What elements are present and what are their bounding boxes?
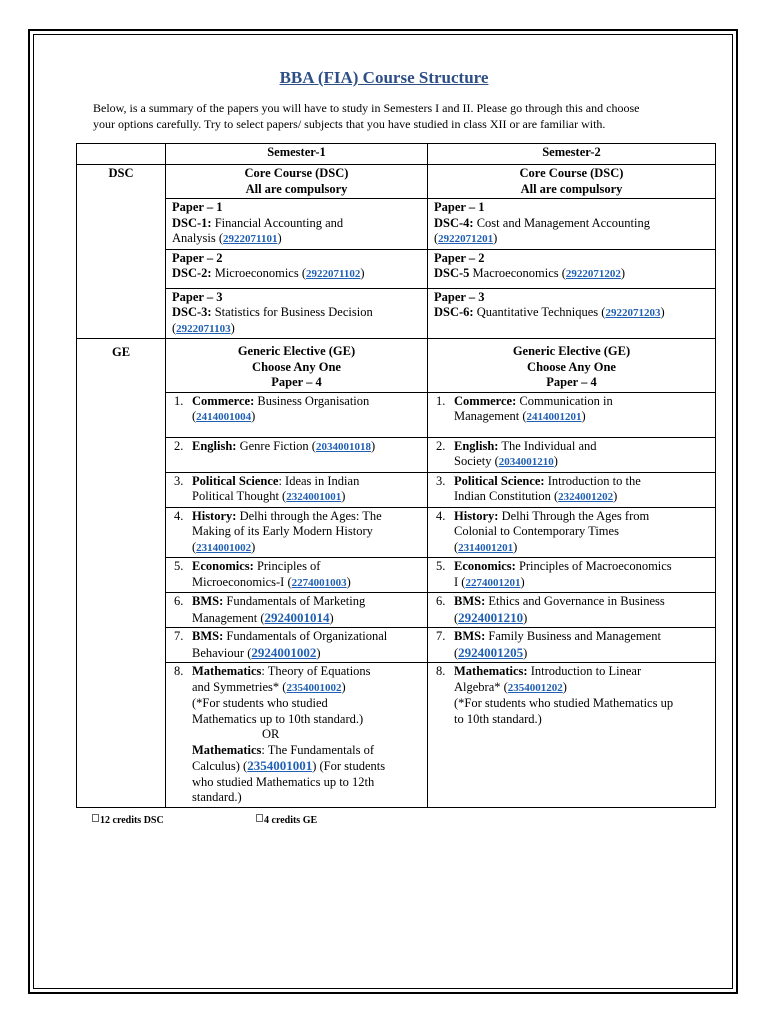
item-number: 7. <box>174 629 184 643</box>
paper-title: Business Organisation <box>257 393 370 408</box>
dsc-label: DSC <box>77 165 166 339</box>
subject-name: BMS: <box>454 629 486 643</box>
ge-2-s2 <box>428 437 716 472</box>
dsc-header-row <box>77 165 716 199</box>
item-number: 1. <box>436 393 446 408</box>
dsc-head-s2-line2: All are compulsory <box>520 181 623 196</box>
paren-close: ) <box>341 679 346 694</box>
table-header-row <box>77 144 716 165</box>
paper-detail <box>172 266 421 283</box>
paren-close: ) <box>341 489 346 503</box>
paper-title: Fundamentals of Marketing <box>226 594 366 608</box>
item-text <box>192 629 421 661</box>
paren-close: ) <box>513 539 518 554</box>
subject-name: Political Science <box>192 473 279 488</box>
subject-name: English: <box>192 438 237 453</box>
paper-title-cont: Management ( <box>454 409 527 423</box>
paren-open: ( <box>454 539 459 554</box>
item-number: 2. <box>174 438 184 453</box>
dsc-paper-3-s2 <box>428 288 716 339</box>
paper-name: Macroeconomics ( <box>472 266 566 280</box>
paren-close: ) <box>277 231 282 245</box>
eligibility-note-alt-end: standard.) <box>192 790 242 804</box>
paper-number-link[interactable]: 2324001202 <box>558 491 614 503</box>
paper-title-cont: and Symmetries* ( <box>192 679 287 694</box>
paper-code: DSC-6: <box>434 305 474 319</box>
list-item <box>172 394 421 426</box>
ge-7-s1 <box>166 628 428 663</box>
paper-name: Quantitative Techniques ( <box>476 305 606 319</box>
paper-detail-2 <box>172 321 421 338</box>
item-number: 6. <box>436 594 446 608</box>
ge-credits-text: 4 credits GE <box>264 815 318 826</box>
paper-number-link[interactable]: 2324001001 <box>286 491 342 503</box>
paren-close: ) <box>251 539 256 554</box>
item-number: 7. <box>436 629 446 643</box>
subject-name: Economics: <box>454 559 516 573</box>
list-item <box>434 664 709 727</box>
paper-title-alt: : The Fundamentals of <box>261 742 375 757</box>
paper-title-alt-cont: Calculus) ( <box>192 759 248 773</box>
paper-title-cont: Behaviour ( <box>192 645 252 660</box>
item-text <box>454 474 709 506</box>
paper-title: Genre Fiction ( <box>239 438 316 453</box>
paper-detail-2 <box>434 231 709 248</box>
ge-5-s1 <box>166 558 428 593</box>
ge-8-s2 <box>428 663 716 808</box>
paren-close: ) <box>251 409 256 423</box>
paper-number-link[interactable]: 2414001201 <box>526 411 582 423</box>
table-row <box>77 392 716 437</box>
paper-detail <box>172 305 421 321</box>
paper-number-link[interactable]: 2274001201 <box>465 576 521 589</box>
ge-6-s1 <box>166 593 428 628</box>
page-title: BBA (FIA) Course Structure <box>279 68 489 87</box>
item-text <box>192 509 421 557</box>
ge-4-s1 <box>166 507 428 558</box>
eligibility-note: (*For students who studied <box>192 696 328 710</box>
ge-3-s1 <box>166 472 428 507</box>
list-item <box>434 559 709 591</box>
subject-name: Mathematics: <box>454 664 528 678</box>
paper-number-link[interactable]: 2922071103 <box>176 322 231 335</box>
paper-number-link[interactable]: 2924001205 <box>458 644 524 660</box>
paper-label: Paper – 3 <box>434 289 485 304</box>
item-text <box>192 474 421 506</box>
paper-title: : Theory of Equations <box>261 664 371 678</box>
ge-2-s1 <box>166 437 428 472</box>
item-number: 1. <box>174 393 184 408</box>
paper-number-link-alt[interactable]: 2354001001 <box>247 758 313 773</box>
list-item <box>172 629 421 661</box>
paper-title-cont: ( <box>454 610 459 625</box>
ge-5-s2 <box>428 558 716 593</box>
paper-detail <box>434 305 709 322</box>
paper-title: Communication in <box>519 393 613 408</box>
paper-detail-2 <box>172 231 421 248</box>
paper-name-cont: Analysis ( <box>172 231 224 245</box>
paren-close: ) <box>520 574 525 589</box>
dsc-head-s1 <box>166 165 428 199</box>
checkbox-icon <box>92 814 99 822</box>
table-row <box>77 663 716 808</box>
ge-head-s1-line2: Choose Any One <box>252 359 341 374</box>
paper-title: Principles of <box>256 559 321 573</box>
paper-detail <box>434 266 709 283</box>
ge-1-s2 <box>428 392 716 437</box>
paper-title-cont: ( <box>192 409 197 423</box>
paper-title: Principles of Macroeconomics <box>518 559 672 573</box>
dsc-paper-2-s1 <box>166 249 428 288</box>
checkbox-icon <box>256 814 263 822</box>
eligibility-note-alt-cont: who studied Mathematics up to 12th <box>192 774 375 789</box>
eligibility-note-cont: Mathematics up to 10th standard.) <box>192 711 364 726</box>
item-number: 5. <box>174 559 184 573</box>
paper-title: Delhi through the Ages: The <box>239 508 382 523</box>
paper-title-cont: Algebra* ( <box>454 679 508 694</box>
paper-title-cont: Indian Constitution ( <box>454 489 559 503</box>
item-text <box>192 439 421 456</box>
dsc-head-s1-line1: Core Course (DSC) <box>244 166 349 180</box>
paper-number-link[interactable]: 2922071203 <box>605 307 661 319</box>
ge-6-s2 <box>428 593 716 628</box>
paper-title-cont: Colonial to Contemporary Times <box>454 524 619 538</box>
paper-title: Delhi Through the Ages from <box>501 508 650 523</box>
subject-name: Political Science: <box>454 473 545 488</box>
ge-7-s2 <box>428 628 716 663</box>
paren-close: ) <box>360 266 365 280</box>
dsc-paper-2-s2 <box>428 249 716 288</box>
paren-close: ) <box>581 409 586 423</box>
paper-number-link[interactable]: 2354001202 <box>507 681 563 694</box>
paren-close: ) <box>562 679 567 694</box>
list-item <box>172 559 421 591</box>
paper-name: Statistics for Business Decision <box>214 305 373 319</box>
paren-close: ) <box>493 231 498 245</box>
item-text <box>192 664 421 806</box>
ge-header-row <box>77 339 716 393</box>
intro-paragraph <box>93 100 683 132</box>
ge-1-s1 <box>166 392 428 437</box>
paper-number-link[interactable]: 2924001014 <box>264 609 330 625</box>
item-text <box>454 439 709 471</box>
list-item <box>434 439 709 471</box>
ge-head-s2-line1: Generic Elective (GE) <box>512 344 631 358</box>
paren-close: ) <box>523 645 528 660</box>
dsc-head-s2 <box>428 165 716 199</box>
dsc-paper-3-s1 <box>166 288 428 339</box>
item-number: 3. <box>174 473 184 488</box>
dsc-paper-1-s2 <box>428 199 716 250</box>
paren-close: ) <box>370 438 376 453</box>
paper-name: Financial Accounting and <box>214 215 344 230</box>
list-item <box>434 629 709 661</box>
or-separator: OR <box>262 727 280 741</box>
paper-number-link[interactable]: 2922071102 <box>306 268 361 280</box>
list-item <box>172 439 421 456</box>
paper-detail <box>434 216 709 232</box>
table-row <box>77 593 716 628</box>
paper-title-cont: Microeconomics-I ( <box>192 574 292 589</box>
paper-number-link[interactable]: 2924001002 <box>251 644 317 660</box>
paren-close: ) <box>346 574 351 589</box>
intro-line-2: your options carefully. Try to select papers/ subjects that you have studied in class XII or are familiar with. <box>93 117 606 131</box>
paper-number-link[interactable]: 2922071101 <box>223 233 278 245</box>
item-text <box>454 559 709 591</box>
paper-title-cont: I ( <box>454 574 466 589</box>
header-empty-cell <box>77 144 166 165</box>
item-number: 3. <box>436 473 446 488</box>
list-item <box>434 394 709 426</box>
list-item <box>434 594 709 626</box>
paper-code: DSC-2: <box>172 266 212 280</box>
item-number: 4. <box>436 508 446 523</box>
table-row <box>77 628 716 663</box>
paper-number-link[interactable]: 2414001004 <box>196 411 252 423</box>
course-structure-table <box>76 143 716 808</box>
paren-close: ) <box>329 610 334 625</box>
table-row <box>77 507 716 558</box>
paper-label: Paper – 2 <box>434 250 485 265</box>
paper-name-cont: ( <box>172 320 177 335</box>
paper-title-cont: Management ( <box>192 610 265 625</box>
dsc-paper-1-s1 <box>166 199 428 250</box>
list-item <box>172 664 421 806</box>
item-number: 2. <box>436 438 446 453</box>
paper-label: Paper – 3 <box>172 289 223 304</box>
paper-code: DSC-3: <box>172 305 212 319</box>
paren-close: ) <box>620 266 626 280</box>
ge-label: GE <box>77 339 166 808</box>
paren-close: ) <box>660 305 665 319</box>
subject-name: BMS: <box>192 629 224 643</box>
paper-title: The Individual and <box>501 438 597 453</box>
ge-8-s1 <box>166 663 428 808</box>
paren-open: ( <box>192 539 197 554</box>
dsc-head-s2-line1: Core Course (DSC) <box>519 166 624 180</box>
paper-name: Microeconomics ( <box>214 266 307 280</box>
paper-number-link[interactable]: 2034001210 <box>498 456 554 468</box>
paper-title-cont: Political Thought ( <box>192 489 287 503</box>
item-text <box>454 394 709 426</box>
paper-title: Introduction to the <box>547 473 641 488</box>
subject-name-alt: Mathematics <box>192 742 262 757</box>
intro-line-1: Below, is a summary of the papers you will have to study in Semesters I and II. Please go through this and choose <box>93 101 640 115</box>
ge-head-s2 <box>428 339 716 393</box>
ge-head-s1-line1: Generic Elective (GE) <box>237 344 356 358</box>
paren-close: ) <box>613 489 618 503</box>
paper-name-cont: ( <box>434 231 439 245</box>
paper-title-cont: ( <box>454 645 459 660</box>
table-row <box>77 472 716 507</box>
paper-code: DSC-5 <box>434 266 470 280</box>
item-number: 5. <box>436 559 446 573</box>
paper-number-link[interactable]: 2922071202 <box>565 268 621 280</box>
paper-number-link[interactable]: 2924001210 <box>458 609 524 625</box>
item-number: 8. <box>174 664 184 678</box>
paper-title-cont: Society ( <box>454 454 499 468</box>
item-text <box>192 394 421 426</box>
table-row <box>77 249 716 288</box>
table-row <box>77 558 716 593</box>
item-text <box>454 509 709 557</box>
paper-label: Paper – 1 <box>434 200 485 214</box>
paper-detail <box>172 216 421 232</box>
paper-code: DSC-4: <box>434 215 474 230</box>
paper-number-link[interactable]: 2314001002 <box>196 541 252 554</box>
paper-title: Ethics and Governance in Business <box>488 594 665 608</box>
dsc-credits-text: 12 credits DSC <box>100 815 164 826</box>
paper-name: Cost and Management Accounting <box>476 215 650 230</box>
footer-ge-credits <box>256 814 317 826</box>
eligibility-note: (*For students who studied Mathematics up <box>454 696 674 710</box>
paren-close: ) <box>230 320 235 335</box>
paper-title-cont: Making of its Early Modern History <box>192 524 373 538</box>
list-item <box>434 509 709 557</box>
subject-name: Mathematics <box>192 664 262 678</box>
paper-number-link[interactable]: 2034001018 <box>315 440 371 453</box>
item-number: 6. <box>174 594 184 608</box>
paper-number-link[interactable]: 2274001003 <box>291 576 347 589</box>
table-row <box>77 199 716 250</box>
item-number: 4. <box>174 508 184 523</box>
list-item <box>172 594 421 626</box>
paren-close: ) <box>523 610 528 625</box>
item-number: 8. <box>436 664 446 678</box>
footer-dsc-credits <box>92 814 164 826</box>
ge-head-s2-line3: Paper – 4 <box>546 375 597 389</box>
ge-head-s1-line3: Paper – 4 <box>271 375 322 389</box>
eligibility-note-alt: ) (For students <box>312 759 386 773</box>
item-text <box>192 559 421 591</box>
ge-3-s2 <box>428 472 716 507</box>
paper-number-link[interactable]: 2354001002 <box>286 681 342 694</box>
list-item <box>172 474 421 506</box>
paper-title: Fundamentals of Organizational <box>226 629 388 643</box>
item-text <box>192 594 421 626</box>
header-semester-2: Semester-2 <box>428 144 716 165</box>
dsc-head-s1-line2: All are compulsory <box>245 181 348 196</box>
paper-label: Paper – 2 <box>172 250 223 265</box>
table-row <box>77 437 716 472</box>
subject-name: BMS: <box>454 594 486 608</box>
subject-name: BMS: <box>192 594 224 608</box>
eligibility-note-cont: to 10th standard.) <box>454 711 542 726</box>
subject-name: Commerce: <box>192 393 255 408</box>
paper-title: Introduction to Linear <box>530 664 642 678</box>
ge-head-s2-line2: Choose Any One <box>527 359 616 374</box>
item-text <box>454 629 709 661</box>
subject-name: History: <box>192 508 237 523</box>
paper-code: DSC-1: <box>172 215 212 230</box>
paper-title: : Ideas in Indian <box>278 473 360 488</box>
item-text <box>454 664 709 727</box>
subject-name: Economics: <box>192 559 254 573</box>
ge-head-s1 <box>166 339 428 393</box>
subject-name: History: <box>454 508 499 523</box>
list-item <box>434 474 709 506</box>
table-row <box>77 288 716 339</box>
paren-close: ) <box>553 454 558 468</box>
item-text <box>454 594 709 626</box>
header-semester-1: Semester-1 <box>166 144 428 165</box>
paper-label: Paper – 1 <box>172 200 223 214</box>
list-item <box>172 509 421 557</box>
ge-4-s2 <box>428 507 716 558</box>
subject-name: English: <box>454 438 499 453</box>
paper-title: Family Business and Management <box>488 629 661 643</box>
paper-number-link[interactable]: 2922071201 <box>438 233 494 245</box>
subject-name: Commerce: <box>454 393 517 408</box>
paper-number-link[interactable]: 2314001201 <box>458 541 514 554</box>
paren-close: ) <box>316 645 321 660</box>
